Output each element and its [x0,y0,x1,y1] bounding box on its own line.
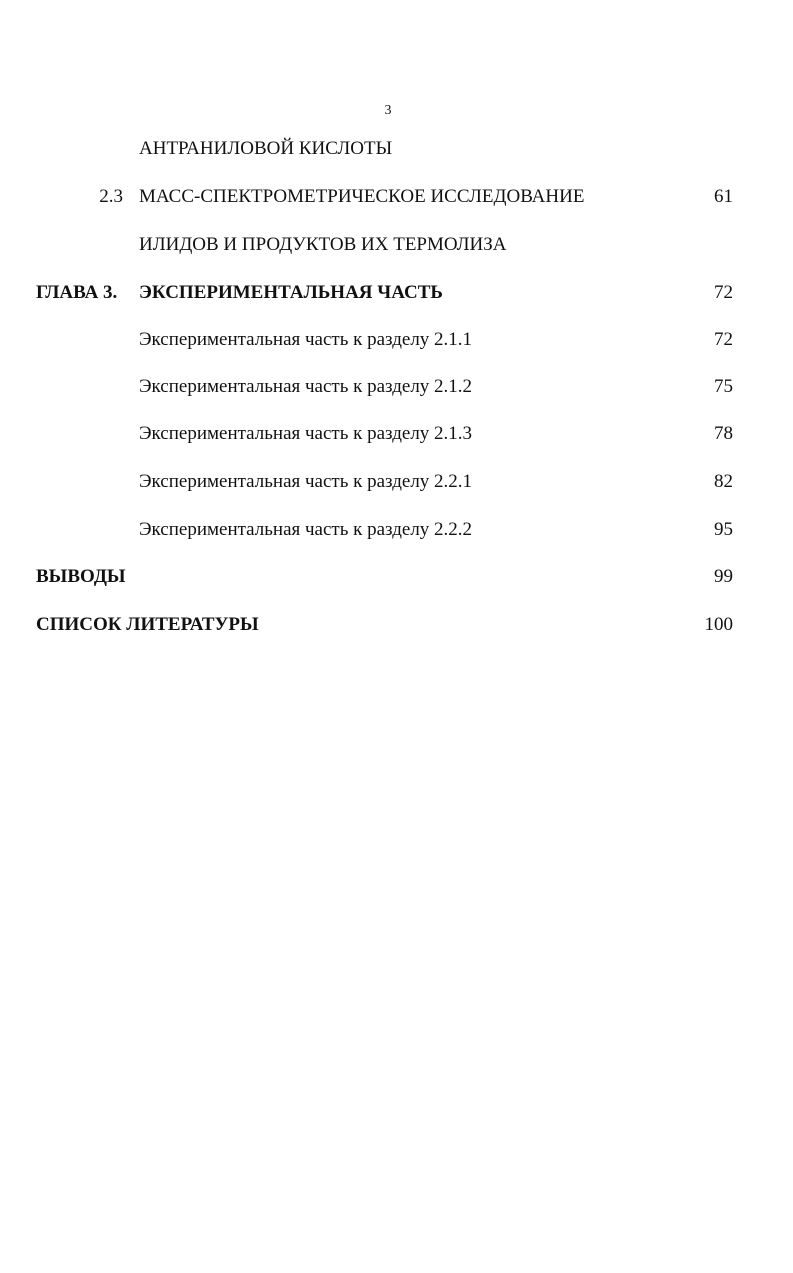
toc-line-subsection [0,326,793,354]
page-number: 3 [384,103,392,118]
toc-references-title: СПИСОК ЛИТЕРАТУРЫ [36,614,259,635]
toc-line-continuation [0,231,793,259]
toc-conclusions-title: ВЫВОДЫ [36,566,126,587]
toc-line-subsection [0,420,793,448]
toc-title: Экспериментальная часть к разделу 2.2.2 [139,519,473,540]
toc-title: Экспериментальная часть к разделу 2.1.3 [139,423,473,444]
toc-line-references [0,611,793,639]
toc-page-number: 61 [714,186,733,207]
toc-page-number: 82 [714,471,733,492]
toc-page-number: 99 [714,566,733,587]
toc-title: ИЛИДОВ И ПРОДУКТОВ ИХ ТЕРМОЛИЗА [139,234,507,255]
toc-line-section-2-3 [0,183,793,211]
toc-line-continuation [0,135,793,163]
toc-title: Экспериментальная часть к разделу 2.1.2 [139,376,473,397]
toc-line-subsection [0,468,793,496]
toc-page-number: 100 [704,614,733,635]
toc-page-number: 72 [714,282,733,303]
toc-page-number: 72 [714,329,733,350]
toc-line-subsection [0,516,793,544]
toc-line-chapter-3 [0,279,793,307]
toc-title: Экспериментальная часть к разделу 2.2.1 [139,471,473,492]
toc-line-conclusions [0,563,793,591]
toc-section-number: 2.3 [99,186,123,207]
toc-title: МАСС-СПЕКТРОМЕТРИЧЕСКОЕ ИССЛЕДОВАНИЕ [139,186,585,207]
toc-line-subsection [0,373,793,401]
toc-chapter-title: ЭКСПЕРИМЕНТАЛЬНАЯ ЧАСТЬ [139,282,443,303]
toc-title: Экспериментальная часть к разделу 2.1.1 [139,329,473,350]
toc-page-number: 75 [714,376,733,397]
toc-page-number: 95 [714,519,733,540]
toc-chapter-number: ГЛАВА 3. [36,282,118,303]
toc-page-number: 78 [714,423,733,444]
toc-title: АНТРАНИЛОВОЙ КИСЛОТЫ [139,138,393,159]
